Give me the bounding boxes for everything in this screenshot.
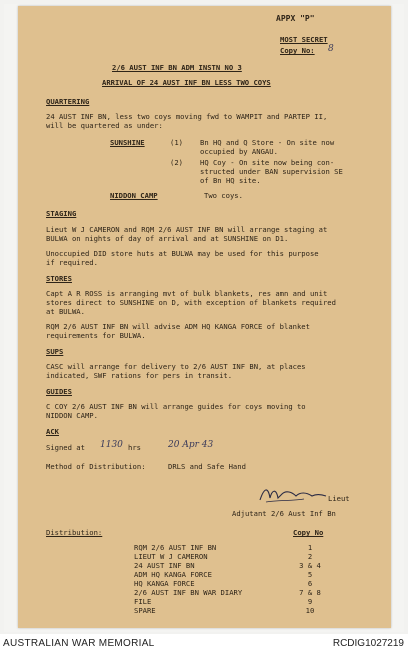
distribution-recipient: LIEUT W J CAMERON <box>134 552 208 561</box>
archive-reference: RCDIG1027219 <box>332 638 404 649</box>
staging-line: Unoccupied DID store huts at BULWA may be used for this purpose <box>46 249 319 258</box>
distribution-recipient: FILE <box>134 597 152 606</box>
archive-footer <box>0 634 408 653</box>
quartering-place-sunshine: SUNSHINE <box>110 138 145 147</box>
distribution-recipient: 24 AUST INF BN <box>134 561 195 570</box>
stores-line: requirements for BULWA. <box>46 331 146 340</box>
quartering-item-text: HQ Coy - On site now being con- <box>200 158 335 167</box>
guides-line: C COY 2/6 AUST INF BN will arrange guides for coys moving to <box>46 402 306 411</box>
distribution-copy: 9 <box>307 597 313 606</box>
stores-line: Capt A R ROSS is arranging mvt of bulk blankets, res amn and unit <box>46 289 328 298</box>
stores-line: stores direct to SUNSHINE on D, with exception of blankets required <box>46 298 336 307</box>
quartering-intro-line: will be quartered as under: <box>46 121 163 130</box>
distribution-recipient: RQM 2/6 AUST INF BN <box>134 543 217 552</box>
copy-number-label: Copy No: <box>280 46 315 55</box>
quartering-item-text: Bn HQ and Q Store - On site now <box>200 138 335 147</box>
distribution-recipient: HQ KANGA FORCE <box>134 579 195 588</box>
distribution-copy: 6 <box>307 579 313 588</box>
staging-line: BULWA on nights of day of arrival and at SUNSHINE on D1. <box>46 234 289 243</box>
distribution-method-value: DRLS and Safe Hand <box>168 462 246 471</box>
handwritten-signature <box>258 484 328 506</box>
supplies-heading: SUPS <box>46 347 64 356</box>
copy-column-header: Copy No <box>293 528 324 537</box>
supplies-line: CASC will arrange for delivery to 2/6 AUST INF BN, at places <box>46 362 306 371</box>
hrs-label: hrs <box>128 443 141 452</box>
stores-line: at BULWA. <box>46 307 85 316</box>
ack-heading: ACK <box>46 427 59 436</box>
quartering-item-text: of Bn HQ site. <box>200 176 261 185</box>
distribution-copy: 10 <box>305 606 315 615</box>
staging-line: Lieut W J CAMERON and RQM 2/6 AUST INF BN will arrange staging at <box>46 225 328 234</box>
signed-at-label: Signed at <box>46 443 85 452</box>
staging-heading: STAGING <box>46 209 77 218</box>
guides-line: NIDDON CAMP. <box>46 411 98 420</box>
signature-rank: Lieut <box>328 494 350 503</box>
quartering-intro-line: 24 AUST INF BN, less two coys moving fwd to WAMPIT and PARTEP II, <box>46 112 328 121</box>
quartering-item-number: (2) <box>170 158 183 167</box>
signature-title: Adjutant 2/6 Aust Inf Bn <box>232 509 336 518</box>
appendix-label: APPX "P" <box>276 14 315 23</box>
distribution-copy: 7 & 8 <box>299 588 321 597</box>
quartering-heading: QUARTERING <box>46 97 90 106</box>
distribution-copy: 5 <box>307 570 313 579</box>
distribution-copy: 1 <box>307 543 313 552</box>
supplies-line: indicated, SWF rations for pers in transit. <box>46 371 233 380</box>
document-subtitle: ARRIVAL OF 24 AUST INF BN LESS TWO COYS <box>102 78 271 87</box>
copy-number: 8 <box>328 44 334 54</box>
distribution-recipient: SPARE <box>134 606 156 615</box>
stores-line: RQM 2/6 AUST INF BN will advise ADM HQ KANGA FORCE of blanket <box>46 322 310 331</box>
quartering-item-text: structed under BAN supervision SE <box>200 167 343 176</box>
distribution-copy: 3 & 4 <box>299 561 321 570</box>
guides-heading: GUIDES <box>46 387 72 396</box>
signed-time: 1130 <box>100 440 123 450</box>
distribution-label: Distribution: <box>46 528 103 537</box>
staging-line: if required. <box>46 258 98 267</box>
distribution-recipient: ADM HQ KANGA FORCE <box>134 570 212 579</box>
quartering-item-text: occupied by ANGAU. <box>200 147 278 156</box>
stores-heading: STORES <box>46 274 72 283</box>
archive-source: AUSTRALIAN WAR MEMORIAL <box>3 638 155 649</box>
document-title: 2/6 AUST INF BN ADM INSTN NO 3 <box>112 63 242 72</box>
quartering-place-text: Two coys. <box>204 191 243 200</box>
signed-date: 20 Apr 43 <box>168 440 214 450</box>
classification: MOST SECRET <box>280 35 328 44</box>
distribution-method-label: Method of Distribution: <box>46 462 146 471</box>
distribution-copy: 2 <box>307 552 313 561</box>
document-sheet <box>18 6 391 628</box>
distribution-recipient: 2/6 AUST INF BN WAR DIARY <box>134 588 243 597</box>
quartering-place-niddon: NIDDON CAMP <box>110 191 158 200</box>
quartering-item-number: (1) <box>170 138 183 147</box>
